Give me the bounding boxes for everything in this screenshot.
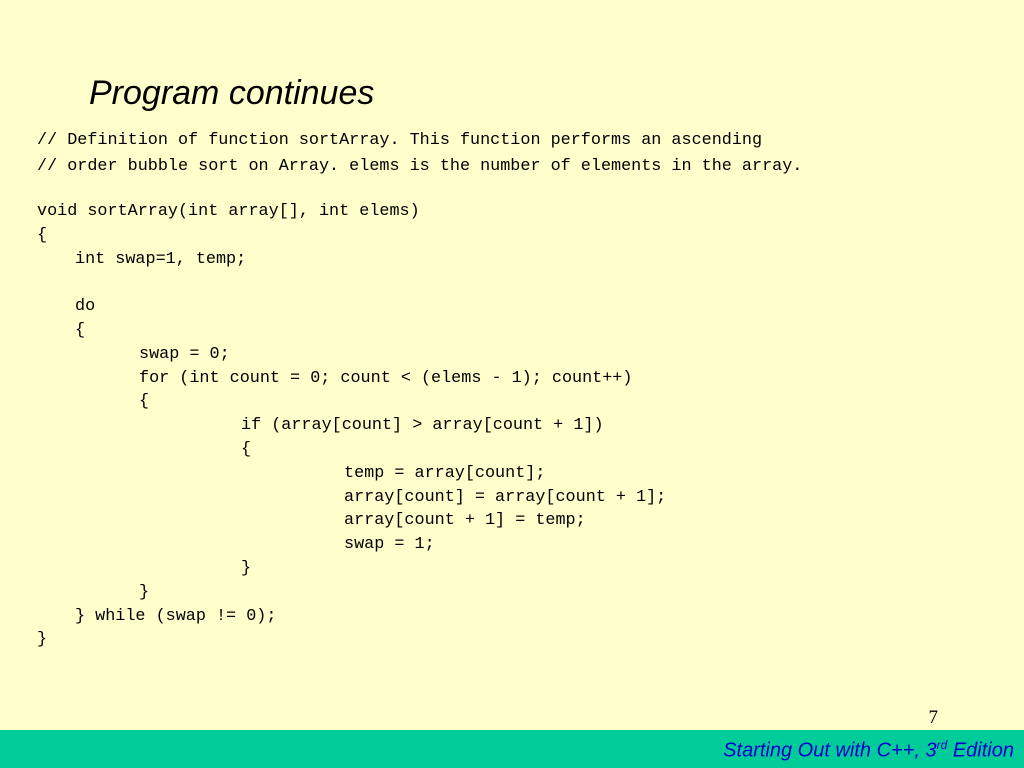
footer-bar bbox=[0, 730, 1024, 768]
comment-block bbox=[37, 130, 802, 182]
code-line: { bbox=[37, 225, 48, 245]
code-block bbox=[37, 200, 666, 652]
slide-number: 7 bbox=[928, 707, 938, 728]
slide-title: Program continues bbox=[89, 74, 375, 112]
code-line: swap = 0; bbox=[139, 344, 230, 364]
footer-edition: Edition bbox=[947, 739, 1014, 762]
code-line: do bbox=[75, 297, 96, 317]
footer-superscript: rd bbox=[936, 738, 948, 752]
code-line: array[count] = array[count + 1]; bbox=[344, 487, 667, 507]
code-line bbox=[37, 271, 666, 295]
code-line: } while (swap != 0); bbox=[75, 606, 277, 626]
code-line: array[count + 1] = temp; bbox=[344, 511, 586, 531]
code-line: } bbox=[139, 582, 150, 602]
footer-title: Starting Out with C++, 3 bbox=[723, 739, 937, 762]
code-line: } bbox=[241, 558, 252, 578]
comment-line: // Definition of function sortArray. This function performs an ascending bbox=[37, 131, 763, 150]
code-line: { bbox=[241, 439, 252, 459]
code-line: swap = 1; bbox=[344, 535, 435, 555]
code-line: if (array[count] > array[count + 1]) bbox=[241, 416, 604, 436]
code-line: for (int count = 0; count < (elems - 1); count++) bbox=[139, 368, 633, 388]
code-line: { bbox=[139, 392, 150, 412]
code-line: temp = array[count]; bbox=[344, 463, 546, 483]
code-line: } bbox=[37, 630, 48, 650]
footer-text bbox=[723, 738, 1014, 763]
code-line: void sortArray(int array[], int elems) bbox=[37, 202, 420, 221]
code-line: int swap=1, temp; bbox=[75, 249, 247, 269]
comment-line: // order bubble sort on Array. elems is the number of elements in the array. bbox=[37, 157, 803, 176]
code-line: { bbox=[75, 320, 86, 340]
